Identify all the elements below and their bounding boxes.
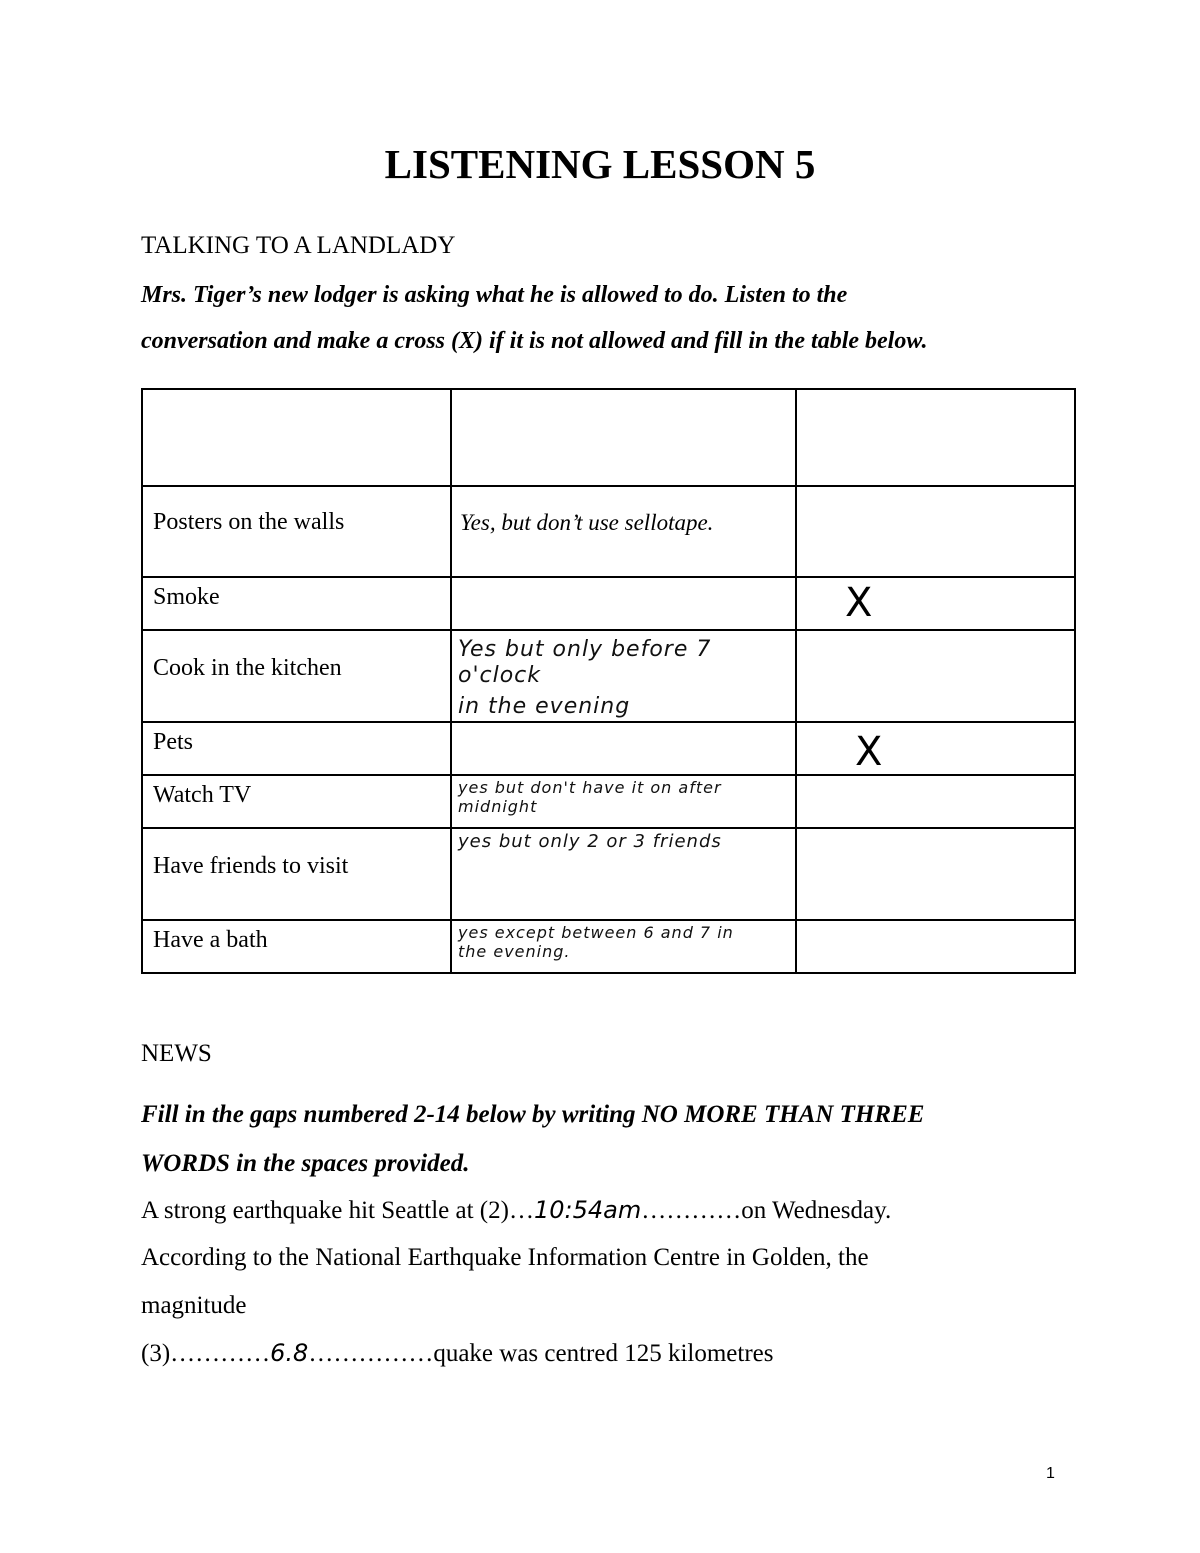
activity-label: Cook in the kitchen	[153, 655, 342, 681]
answer-text: Yes, but don’t use sellotape.	[460, 510, 714, 535]
gap-text: ……………quake was centred 125 kilometres	[308, 1340, 774, 1367]
cross-cell	[796, 775, 1075, 828]
handwritten-answer-line: yes except between 6 and 7 in	[458, 923, 734, 942]
answer-cell	[451, 722, 796, 775]
answer-cell	[451, 828, 796, 920]
answer-cell	[451, 577, 796, 630]
cross-cell	[796, 486, 1075, 577]
cross-mark: X	[845, 580, 873, 626]
table-row	[142, 828, 1075, 920]
cross-cell	[796, 577, 1075, 630]
gap-text: …………on Wednesday.	[641, 1197, 892, 1224]
header-cell	[142, 389, 451, 486]
table-row	[142, 775, 1075, 828]
table-row	[142, 722, 1075, 775]
activity-cell	[142, 775, 451, 828]
table-row	[142, 920, 1075, 973]
activity-cell	[142, 722, 451, 775]
activity-cell	[142, 828, 451, 920]
rules-table	[141, 388, 1076, 974]
page-title: LISTENING LESSON 5	[384, 141, 816, 187]
instruction-line-2: conversation and make a cross (X) if it is not allowed and fill in the table below.	[141, 328, 928, 354]
cross-cell	[796, 828, 1075, 920]
table-row	[142, 486, 1075, 577]
news-instruction-line-2: WORDS in the spaces provided.	[141, 1150, 470, 1177]
handwritten-answer-line: in the evening	[458, 693, 631, 719]
activity-label: Have a bath	[153, 927, 268, 953]
handwritten-gap-answer: 6.8	[270, 1339, 309, 1367]
header-cell	[451, 389, 796, 486]
answer-cell	[451, 630, 796, 722]
section-heading-news: NEWS	[141, 1040, 212, 1067]
handwritten-answer-line: yes but only 2 or 3 friends	[458, 831, 722, 852]
answer-cell	[451, 920, 796, 973]
handwritten-answer-line: yes but don't have it on after	[458, 778, 722, 797]
table-row	[142, 630, 1075, 722]
activity-label: Posters on the walls	[153, 509, 345, 535]
activity-cell	[142, 630, 451, 722]
activity-cell	[142, 577, 451, 630]
table-row	[142, 577, 1075, 630]
cross-cell	[796, 630, 1075, 722]
handwritten-answer-line: Yes but only before 7 o'clock	[458, 637, 712, 689]
activity-label: Have friends to visit	[153, 853, 349, 879]
activity-label: Pets	[153, 729, 194, 755]
activity-label: Smoke	[153, 584, 220, 610]
answer-cell	[451, 775, 796, 828]
cross-mark: X	[855, 729, 883, 775]
table-header-row	[142, 389, 1075, 486]
news-sentence-4	[141, 1339, 774, 1368]
news-sentence-3: magnitude	[141, 1292, 247, 1319]
handwritten-answer-line: the evening.	[458, 942, 571, 962]
handwritten-answer-line: midnight	[458, 797, 538, 817]
page-number: 1	[1046, 1465, 1055, 1482]
answer-cell	[451, 486, 796, 577]
section-heading-landlady: TALKING TO A LANDLADY	[141, 232, 456, 259]
gap-text: A strong earthquake hit Seattle at (2)…	[141, 1197, 534, 1224]
news-instruction-line-1: Fill in the gaps numbered 2-14 below by writing NO MORE THAN THREE	[141, 1101, 925, 1128]
instruction-line-1: Mrs. Tiger’s new lodger is asking what he is allowed to do. Listen to the	[141, 282, 848, 308]
news-sentence-1	[141, 1196, 891, 1225]
activity-cell	[142, 486, 451, 577]
gap-text: (3)…………	[141, 1340, 271, 1367]
handwritten-gap-answer: 10:54am	[533, 1196, 642, 1224]
header-cell	[796, 389, 1075, 486]
cross-cell	[796, 920, 1075, 973]
activity-cell	[142, 920, 451, 973]
news-sentence-2: According to the National Earthquake Information Centre in Golden, the	[141, 1244, 869, 1271]
activity-label: Watch TV	[153, 782, 252, 808]
cross-cell	[796, 722, 1075, 775]
